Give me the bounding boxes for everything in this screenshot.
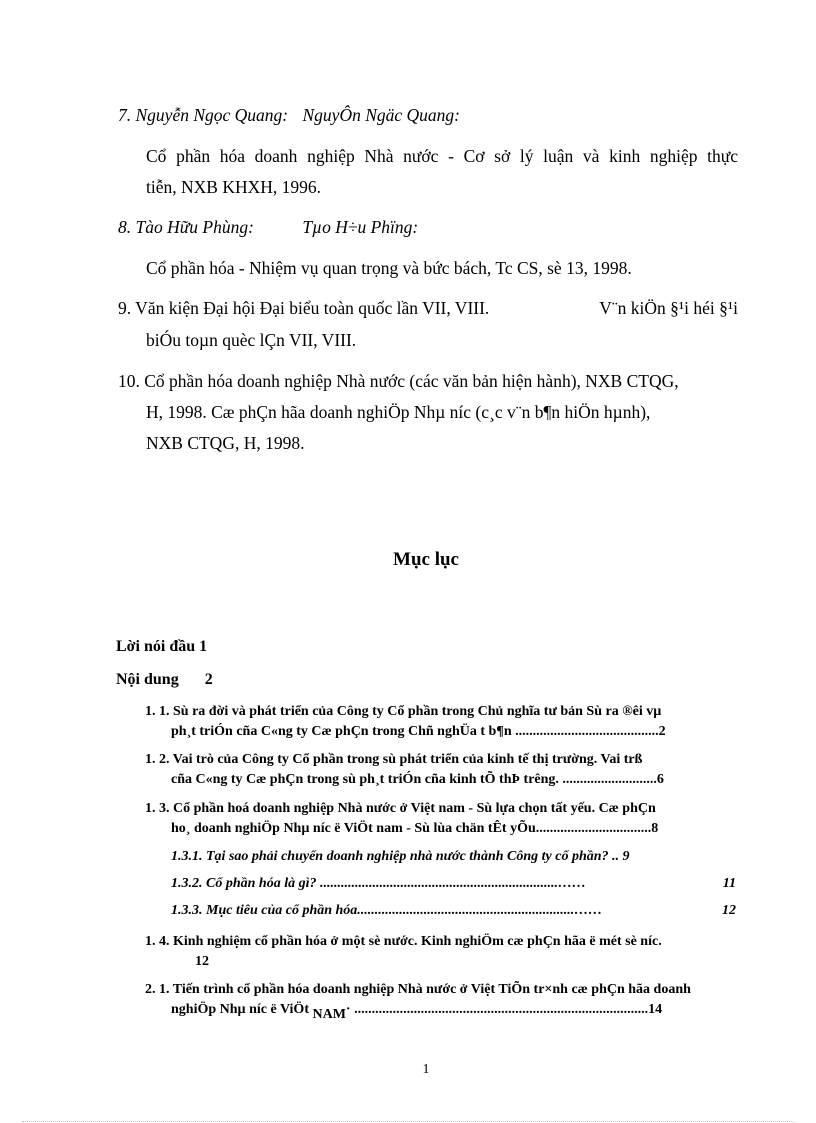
page-number: 1 bbox=[422, 1062, 430, 1077]
ref-10-line-1: 10. Cổ phần hóa doanh nghiệp Nhà nước (các văn bản hiện hành), NXB CTQG, bbox=[118, 371, 679, 391]
toc-subentry-page: 12 bbox=[722, 903, 736, 918]
toc-subentry-1-3-1[interactable]: 1.3.1. Tại sao phải chuyển doanh nghiệp nhà nước thành Công ty cổ phần? .. 9 bbox=[171, 849, 630, 864]
ref-10-line-3: NXB CTQG, H, 1998. bbox=[146, 433, 305, 453]
toc-entry-text: nghiÖp Nhµ níc ë ViÖt bbox=[171, 1002, 309, 1017]
ref-8-heading bbox=[118, 214, 418, 240]
toc-subentry-1-3-2[interactable] bbox=[171, 874, 738, 894]
toc-entry-line: 2. 1. Tiến trình cổ phần hóa doanh nghiệp Nhà nước ở Việt TiÕn tr×nh cæ phÇn hãa doanh bbox=[145, 982, 691, 997]
ref-7-author: 7. Nguyễn Ngọc Quang: bbox=[118, 105, 289, 125]
toc-entry-line: ho¸ doanh nghiÖp Nhµ níc ë ViÖt nam - Sù lùa chän tÊt yÕu.................................8 bbox=[171, 821, 659, 836]
toc-entry-line: 1. 1. Sù ra đời và phát triển của Công ty Cổ phần trong Chủ nghĩa tư bản Sù ra ®êi vµ bbox=[145, 704, 662, 719]
ref-7-line-2: tiễn, NXB KHXH, 1996. bbox=[146, 177, 321, 197]
toc-entry-page: 12 bbox=[195, 954, 209, 969]
toc-entry-2-1[interactable] bbox=[145, 980, 691, 1020]
toc-entry-1-2[interactable] bbox=[145, 750, 664, 790]
toc-entry-1-1[interactable] bbox=[145, 702, 666, 742]
ref-7-line-1: Cổ phần hóa doanh nghiệp Nhà nước - Cơ sở lý luận và kinh nghiệp thực bbox=[146, 146, 738, 166]
toc-entry-leader: · ....................................................................................14 bbox=[345, 1002, 663, 1017]
ref-7-heading bbox=[118, 102, 460, 128]
toc-title: Mục lục bbox=[393, 549, 459, 570]
toc-entry-1-3[interactable] bbox=[145, 799, 658, 839]
toc-content[interactable] bbox=[116, 671, 213, 689]
ref-7-author-legacy: NguyÔn Ngäc Quang: bbox=[302, 105, 460, 125]
ref-8-author-legacy: Tµo H÷u Phïng: bbox=[302, 217, 419, 237]
toc-entry-line: cña C«ng ty Cæ phÇn trong sù ph¸t triÓn cña kinh tÕ thÞ trêng. ...........................6 bbox=[171, 772, 664, 787]
toc-content-page: 2 bbox=[204, 671, 213, 688]
ref-9-line-2: biÓu toµn quèc lÇn VII, VIII. bbox=[146, 330, 357, 350]
toc-subentry-text: 1.3.2. Cổ phần hóa là gì? ....................................................................…… bbox=[171, 876, 586, 891]
toc-subentry-1-3-3[interactable] bbox=[171, 901, 738, 921]
ref-8-line-1: Cổ phần hóa - Nhiệm vụ quan trọng và bức bách, Tc CS, sè 13, 1998. bbox=[146, 258, 632, 278]
ref-9-title-legacy: V¨n kiÖn §¹i héi §¹i bbox=[599, 298, 738, 318]
toc-subentry-text: 1.3.3. Mục tiêu của cổ phần hóa..............................................................…… bbox=[171, 903, 603, 918]
toc-entry-text-subscript: NAM bbox=[312, 1007, 346, 1022]
ref-10-line-2: H, 1998. Cæ phÇn hãa doanh nghiÖp Nhµ níc (c¸c v¨n b¶n hiÖn hµnh), bbox=[146, 402, 651, 422]
ref-9-title: 9. Văn kiện Đại hội Đại biểu toàn quốc lần VII, VIII. bbox=[118, 298, 490, 318]
toc-entry-line: 1. 4. Kinh nghiệm cổ phần hóa ở một sè nước. Kinh nghiÖm cæ phÇn hãa ë mét sè níc. bbox=[145, 934, 662, 949]
ref-8-author: 8. Tào Hữu Phùng: bbox=[118, 217, 254, 237]
toc-entry-line: ph¸t triÓn cña C«ng ty Cæ phÇn trong Chñ nghÜa t b¶n .........................................2 bbox=[171, 724, 666, 739]
ref-9-line-1 bbox=[118, 295, 738, 321]
toc-preface[interactable]: Lời nói đầu 1 bbox=[116, 638, 208, 655]
toc-content-label: Nội dung bbox=[116, 671, 179, 688]
toc-entry-line: 1. 3. Cổ phần hoá doanh nghiệp Nhà nước ở Việt nam - Sù lựa chọn tất yếu. Cæ phÇn bbox=[145, 801, 656, 816]
toc-entry-1-4[interactable] bbox=[145, 932, 662, 972]
toc-entry-line bbox=[171, 1000, 691, 1020]
toc-entry-line: 1. 2. Vai trò của Công ty Cổ phần trong sù phát triển của kinh tế thị trường. Vai trß bbox=[145, 752, 643, 767]
page-edge-divider bbox=[22, 1121, 794, 1122]
toc-subentry-page: 11 bbox=[722, 876, 736, 891]
